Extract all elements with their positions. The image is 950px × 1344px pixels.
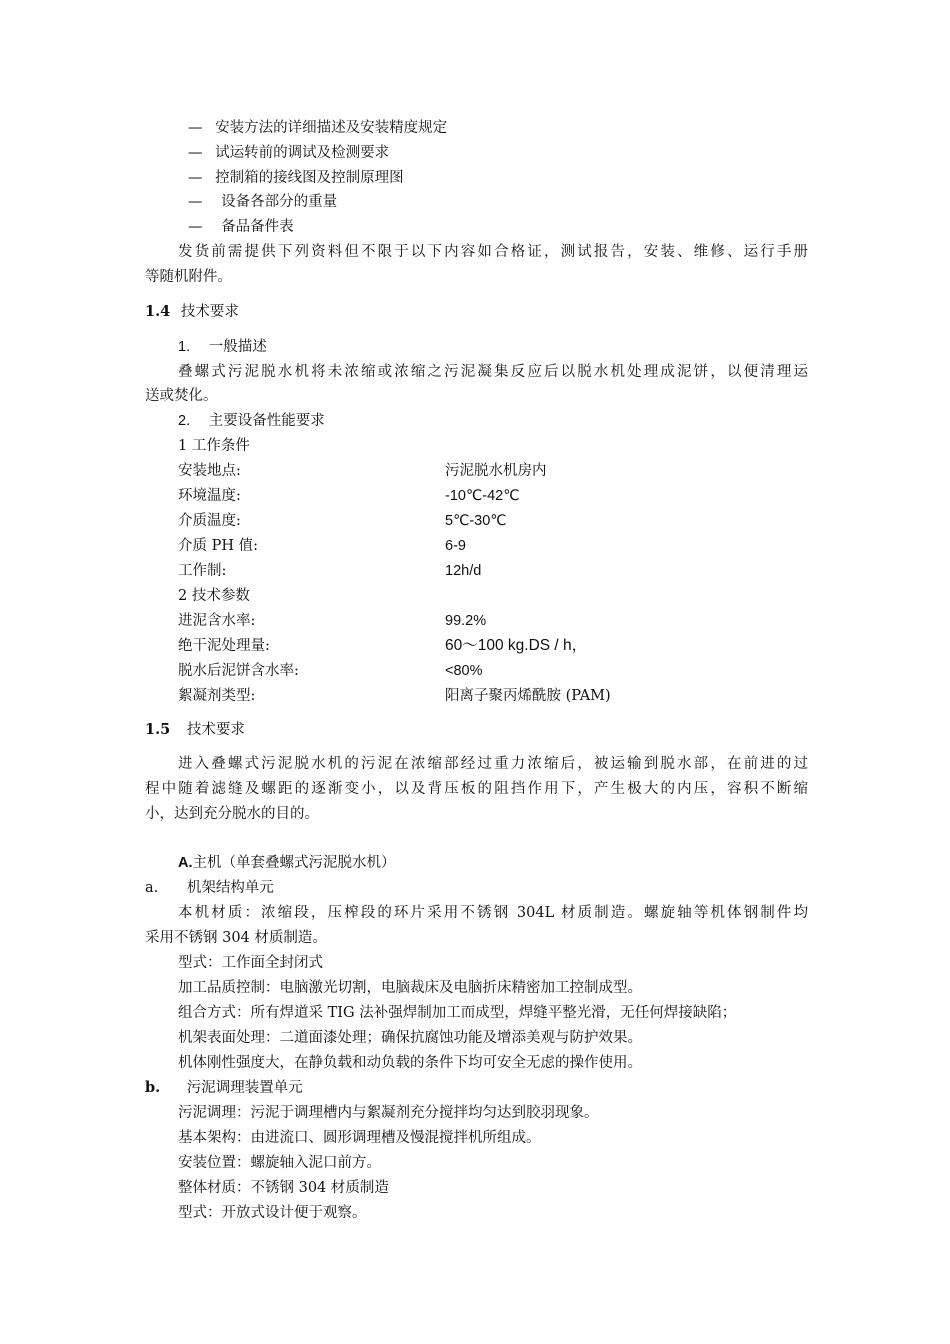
spec-key: 脱水后泥饼含水率:	[178, 663, 299, 679]
section-title: 技术要求	[180, 304, 239, 320]
general-description-line2: 送或焚化。	[145, 388, 218, 404]
working-conditions-title: 1 工作条件	[178, 438, 250, 454]
subsection-general	[178, 337, 267, 357]
frame-assembly: 组合方式：所有焊道采 TIG 法补强焊制加工而成型，焊缝平整光滑，无任何焊接缺陷；	[178, 1005, 737, 1021]
frame-title: 机架结构单元	[186, 880, 274, 896]
section-number: 1.5	[145, 721, 171, 738]
list-text: 设备各部分的重量	[221, 194, 338, 210]
section-heading-1-5	[145, 720, 245, 740]
spec-value: 12h/d	[445, 563, 482, 579]
spec-key: 介质 PH 值:	[178, 538, 259, 554]
spec-value: 60～100 kg.DS / h，	[445, 637, 588, 654]
conditioning-title: 污泥调理装置单元	[186, 1080, 303, 1096]
list-dash: —	[188, 194, 203, 210]
technical-parameters-title: 2 技术参数	[178, 588, 250, 604]
list-item	[188, 217, 294, 237]
list-dash: —	[188, 120, 203, 136]
list-item	[188, 192, 337, 212]
list-text: 控制箱的接线图及控制原理图	[215, 170, 404, 186]
list-dash: —	[188, 145, 203, 161]
spec-value: 6-9	[445, 538, 466, 554]
conditioning-structure: 基本架构：由进流口、圆形调理槽及慢混搅拌机所组成。	[178, 1130, 541, 1146]
spec-key: 进泥含水率:	[178, 613, 256, 629]
frame-label: a.	[145, 880, 159, 896]
conditioning-desc: 污泥调理：污泥于调理槽内与絮凝剂充分搅拌均匀达到胶羽现象。	[178, 1105, 599, 1121]
section-heading-1-4	[145, 302, 239, 322]
section-1-5-line3: 小，达到充分脱水的目的。	[145, 806, 319, 822]
conditioning-material: 整体材质：不锈钢 304 材质制造	[178, 1180, 389, 1196]
spec-key: 絮凝剂类型:	[178, 688, 256, 704]
list-dash: —	[188, 170, 203, 186]
subsection-title: 一般描述	[208, 339, 267, 355]
section-1-5-line2: 程中随着滤缝及螺距的逐渐变小，以及背压板的阻挡作用下，产生极大的内压，容积不断缩	[145, 781, 808, 797]
subsection-number: 2.	[178, 413, 191, 429]
spec-key: 绝干泥处理量:	[178, 638, 270, 654]
list-dash: —	[188, 219, 203, 235]
spec-value: 99.2%	[445, 613, 487, 629]
section-1-5-line1: 进入叠螺式污泥脱水机的污泥在浓缩部经过重力浓缩后，被运输到脱水部，在前进的过	[178, 756, 808, 772]
shipping-paragraph-line1: 发货前需提供下列资料但不限于以下内容如合格证，测试报告，安装、维修、运行手册	[178, 244, 808, 260]
conditioning-label: b.	[145, 1079, 161, 1096]
spec-key: 安装地点:	[178, 463, 241, 479]
list-item	[188, 118, 447, 138]
list-text: 安装方法的详细描述及安装精度规定	[215, 120, 448, 136]
subsection-title: 主要设备性能要求	[208, 413, 325, 429]
frame-material-line2: 采用不锈钢 304 材质制造。	[145, 930, 327, 946]
general-description-line1: 叠螺式污泥脱水机将未浓缩或浓缩之污泥凝集反应后以脱水机处理成泥饼，以便清理运	[178, 364, 808, 380]
frame-material-line1: 本机材质：浓缩段，压榨段的环片采用不锈钢 304L 材质制造。螺旋轴等机体钢制件均	[178, 905, 808, 921]
section-number: 1.4	[145, 303, 171, 320]
main-unit-heading	[178, 853, 396, 873]
conditioning-position: 安装位置：螺旋轴入泥口前方。	[178, 1155, 381, 1171]
main-unit-title: 主机（单套叠螺式污泥脱水机）	[192, 855, 396, 871]
frame-rigidity: 机体刚性强度大，在静负载和动负载的条件下均可安全无虑的操作使用。	[178, 1055, 642, 1071]
main-unit-label: A.	[178, 855, 193, 871]
frame-quality: 加工品质控制：电脑激光切割，电脑裁床及电脑折床精密加工控制成型。	[178, 980, 642, 996]
frame-type: 型式：工作面全封闭式	[178, 955, 323, 971]
subsection-number: 1.	[178, 339, 191, 355]
list-item	[188, 168, 404, 188]
spec-value: 阳离子聚丙烯酰胺 (PAM)	[445, 688, 611, 704]
frame-heading	[145, 878, 274, 898]
spec-value: 污泥脱水机房内	[445, 463, 547, 479]
conditioning-type: 型式：开放式设计便于观察。	[178, 1205, 367, 1221]
shipping-paragraph-line2: 等随机附件。	[145, 269, 232, 285]
frame-surface: 机架表面处理：二道面漆处理；确保抗腐蚀功能及增添美观与防护效果。	[178, 1030, 642, 1046]
spec-value: 5℃-30℃	[445, 513, 507, 529]
spec-value: -10℃-42℃	[445, 488, 520, 504]
spec-key: 介质温度:	[178, 513, 241, 529]
conditioning-heading	[145, 1078, 303, 1098]
list-text: 试运转前的调试及检测要求	[215, 145, 390, 161]
list-text: 备品备件表	[221, 219, 294, 235]
spec-value: <80%	[445, 663, 483, 679]
spec-key: 工作制:	[178, 563, 227, 579]
list-item	[188, 143, 389, 163]
section-title: 技术要求	[186, 722, 245, 738]
spec-key: 环境温度:	[178, 488, 241, 504]
subsection-performance	[178, 411, 325, 431]
